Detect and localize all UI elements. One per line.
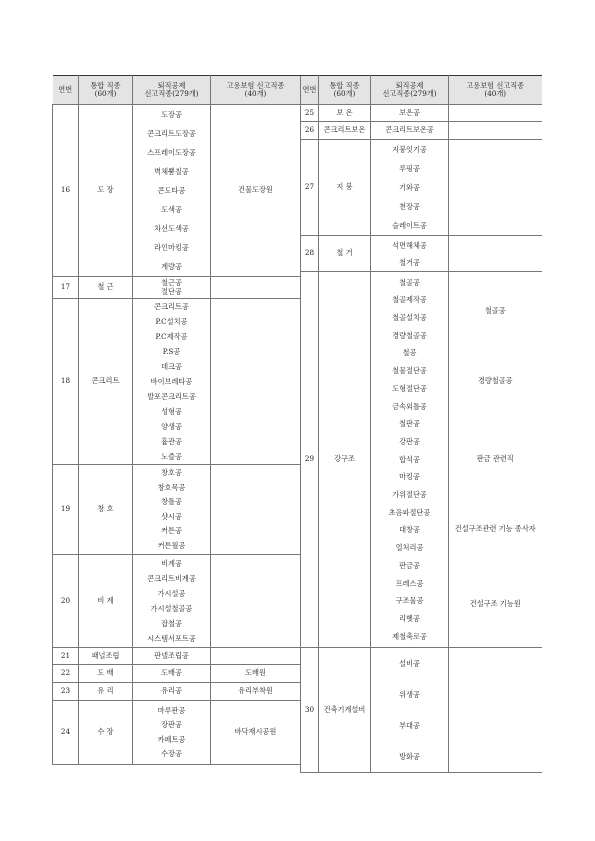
table-row bbox=[301, 105, 542, 122]
row-number: 18 bbox=[53, 299, 79, 465]
table-row bbox=[53, 299, 301, 465]
table-row bbox=[301, 236, 542, 272]
job-name: 비 계 bbox=[79, 555, 133, 648]
header-employment-job: 고용보험 신고직종 (40개) bbox=[211, 76, 301, 105]
employment-job: 유리부착원 bbox=[211, 683, 301, 701]
employment-job bbox=[211, 555, 301, 648]
job-name: 도 배 bbox=[79, 665, 133, 683]
employment-job: 바닥재시공원 bbox=[211, 701, 301, 765]
row-number: 29 bbox=[301, 272, 319, 648]
employment-job bbox=[211, 648, 301, 665]
table-row bbox=[301, 272, 542, 648]
table-row bbox=[53, 665, 301, 683]
report-job-list: 비계공 콘크리트비계공 가시설공 가시설철골공 잡철공 시스템서포트공 bbox=[133, 555, 211, 648]
job-name: 패널조립 bbox=[79, 648, 133, 665]
report-job-list: 유리공 bbox=[133, 683, 211, 701]
left-table bbox=[52, 75, 301, 765]
job-name: 철 거 bbox=[319, 236, 371, 272]
job-name: 수 장 bbox=[79, 701, 133, 765]
employment-job: 도배원 bbox=[211, 665, 301, 683]
row-number: 24 bbox=[53, 701, 79, 765]
header-report-job: 퇴직공제 신고직종(279개) bbox=[371, 76, 449, 105]
employment-job-item: 건설구조 기능원 bbox=[469, 599, 521, 608]
table-row bbox=[53, 648, 301, 665]
table-row bbox=[53, 465, 301, 555]
report-job-list: 철근공 절단공 bbox=[133, 277, 211, 299]
report-job-list: 석면해체공 철거공 bbox=[371, 236, 449, 272]
report-job-list: 설비공 위생공 부대공 방화공 bbox=[371, 648, 449, 773]
report-job-list: 보온공 bbox=[371, 105, 449, 122]
job-name: 지 붕 bbox=[319, 140, 371, 236]
job-name: 건축기계설비 bbox=[319, 648, 371, 773]
header-report-job: 퇴직공제 신고직종(279개) bbox=[133, 76, 211, 105]
report-job-list: 도배공 bbox=[133, 665, 211, 683]
row-number: 17 bbox=[53, 277, 79, 299]
employment-job bbox=[449, 236, 542, 272]
row-number: 26 bbox=[301, 122, 319, 140]
employment-job-item: 판금 관련직 bbox=[476, 454, 514, 463]
header-employment-job: 고용보험 신고직종 (40개) bbox=[449, 76, 542, 105]
table-row bbox=[301, 140, 542, 236]
right-table bbox=[300, 75, 542, 773]
table-row bbox=[53, 555, 301, 648]
employment-job-item: 철골공 bbox=[484, 306, 506, 315]
job-name: 철 근 bbox=[79, 277, 133, 299]
row-number: 22 bbox=[53, 665, 79, 683]
header-job: 통합 직종 (60개) bbox=[319, 76, 371, 105]
header-no: 연번 bbox=[301, 76, 319, 105]
employment-job-item: 건설구조관련 기능 종사자 bbox=[454, 524, 536, 533]
row-number: 25 bbox=[301, 105, 319, 122]
row-number: 23 bbox=[53, 683, 79, 701]
row-number: 16 bbox=[53, 105, 79, 277]
row-number: 27 bbox=[301, 140, 319, 236]
employment-job bbox=[449, 648, 542, 773]
employment-job bbox=[449, 272, 542, 648]
job-name: 도 장 bbox=[79, 105, 133, 277]
employment-job-item: 경량철골공 bbox=[477, 376, 513, 385]
row-number: 28 bbox=[301, 236, 319, 272]
employment-job bbox=[449, 140, 542, 236]
report-job-list: 마루판공 장판공 카페트공 수장공 bbox=[133, 701, 211, 765]
job-name: 창 호 bbox=[79, 465, 133, 555]
row-number: 21 bbox=[53, 648, 79, 665]
job-name: 강구조 bbox=[319, 272, 371, 648]
report-job-list: 콘크리트보온공 bbox=[371, 122, 449, 140]
table-row bbox=[301, 122, 542, 140]
table-row bbox=[53, 683, 301, 701]
row-number: 19 bbox=[53, 465, 79, 555]
table-row bbox=[53, 701, 301, 765]
report-job-list: 철골공 철골제작공 철골설치공 경량철골공 철공 철물절단공 도형절단공 금속외틀공 철판공 강판공 합석공 마킹공 가위절단공 초음파절단공 대창공 열처리공 판금공 프레스공 구조물공 리벳공 제철축로공 bbox=[371, 272, 449, 648]
row-number: 30 bbox=[301, 648, 319, 773]
employment-job bbox=[449, 105, 542, 122]
report-job-list: 콘크리트공 P.C설치공 P.C제작공 P.S공 데크공 바이브레타공 발포콘크리트공 성형공 양생공 흄관공 노즐공 bbox=[133, 299, 211, 465]
table-row bbox=[53, 105, 301, 277]
row-number: 20 bbox=[53, 555, 79, 648]
job-name: 콘크리트보온 bbox=[319, 122, 371, 140]
header-job: 통합 직종 (60개) bbox=[79, 76, 133, 105]
report-job-list: 지붕잇기공 루핑공 기와공 천장공 슬레이트공 bbox=[371, 140, 449, 236]
table-row bbox=[301, 648, 542, 773]
employment-job bbox=[211, 465, 301, 555]
employment-job bbox=[211, 299, 301, 465]
report-job-list: 판넬조립공 bbox=[133, 648, 211, 665]
employment-job: 건물도장원 bbox=[211, 105, 301, 277]
table-row bbox=[53, 277, 301, 299]
job-name: 콘크리트 bbox=[79, 299, 133, 465]
employment-job bbox=[449, 122, 542, 140]
job-name: 유 리 bbox=[79, 683, 133, 701]
report-job-list: 창호공 창호목공 창틀공 샷시공 커튼공 커튼월공 bbox=[133, 465, 211, 555]
report-job-list: 도장공 콘크리트도장공 스프레이도장공 벽체뿜칠공 콘도타공 도색공 차선도색공 라인마킹공 계량공 bbox=[133, 105, 211, 277]
header-no: 연번 bbox=[53, 76, 79, 105]
employment-job bbox=[211, 277, 301, 299]
job-name: 보 온 bbox=[319, 105, 371, 122]
